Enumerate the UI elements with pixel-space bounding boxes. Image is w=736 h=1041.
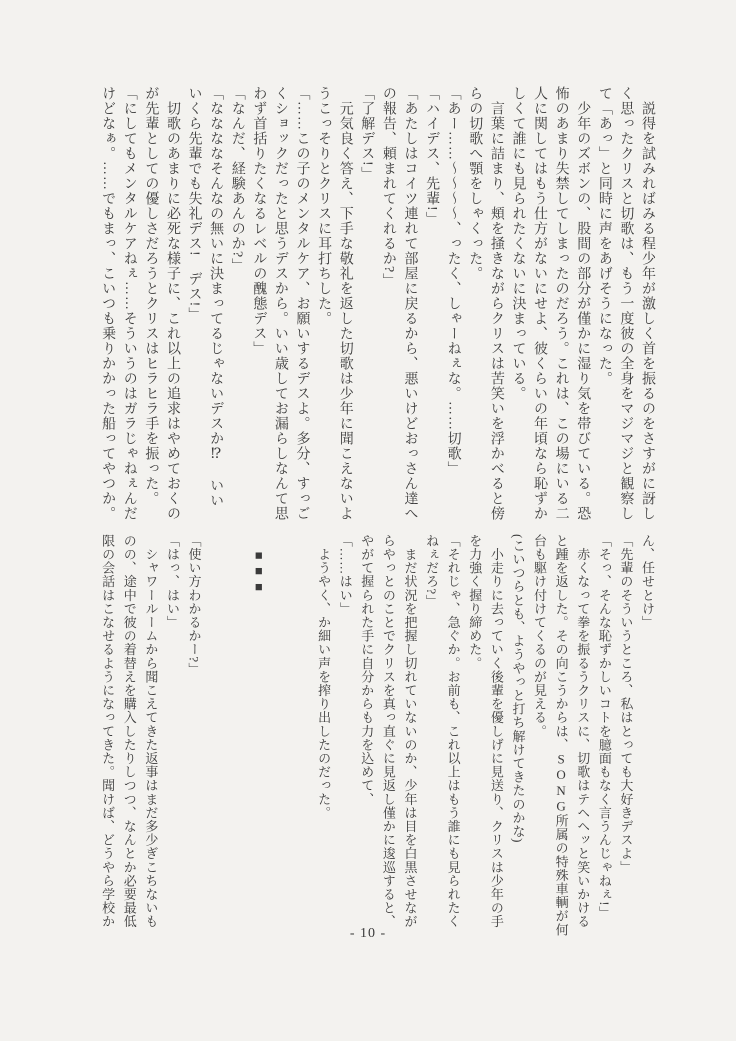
text-line: 「あたしはコイツ連れて部屋に戻るから、悪いけどおっさん達へ [402, 86, 418, 521]
text-line: ようやく、か細い声を搾り出したのだった。 [316, 534, 332, 820]
text-line: わず首括りたくなるレベルの醜態デス」 [251, 86, 267, 356]
text-line: 少年のズボンの、股間の部分が僅かに湿り気を帯びている。恐 [575, 86, 591, 521]
text-line: ん、任せとけ」 [640, 534, 655, 630]
text-line: くショックだったと思うデスから。いい歳してお漏らしなんて思 [272, 86, 288, 521]
text-line: く思ったクリスと切歌は、もう一度彼の全身をマジマジと観察し [618, 86, 634, 521]
text-line: て「あっ」と同時に声をあげそうになった。 [596, 86, 612, 386]
text-line: 「……この子のメンタルケア、お願いするデスよ。多分、すっご [294, 86, 310, 521]
text-line: らの切歌へ顎をしゃくった。 [467, 86, 483, 281]
text-line: シャワールームから聞こえてきた返事はまだ多少ぎこちないも [143, 534, 159, 929]
text-line: を力強く握り締めた。 [467, 534, 483, 670]
text-line: 「ハイデス、先輩!」 [424, 86, 440, 227]
text-line: 「それじゃ、急ぐか。お前も、これ以上はもう誰にも見られたく [445, 534, 461, 929]
text-line: いくら先輩でも失礼デス! デス!」 [186, 86, 202, 323]
vertical-text-block-upper [97, 86, 658, 531]
text-line: まだ状況を把握し切れていないのか、少年は目を白黒させなが [402, 534, 418, 929]
text-line: (こいつらとも、ようやっと打ち解けてきたのかな) [510, 534, 526, 844]
text-line: 説得を試みればみる程少年が激しく首を振るのをさすがに訝し [640, 86, 655, 521]
text-line: うこっそりとクリスに耳打ちした。 [316, 86, 332, 326]
text-line: やがて握られた手に自分からも力を込めて、 [359, 534, 375, 806]
text-line: が先輩としての優しさだろうとクリスはヒラヒラ手を振った。 [143, 86, 159, 506]
text-line: 「了解デス!」 [359, 86, 375, 182]
text-line: 言葉に詰まり、頬を掻きながらクリスは苦笑いを浮かべると傍 [488, 86, 504, 521]
text-line: 赤くなって拳を振るうクリスに、切歌はテヘヘッと笑いかける [575, 534, 591, 929]
text-line: しくて誰にも見られたくないに決まっている。 [510, 86, 526, 401]
text-line: 限の会話はこなせるようになってきた。聞けば、どうやら学校か [100, 534, 116, 929]
text-line: けどなぁ。……でもまっ、こいつも乗りかかった船ってやつか。 [100, 86, 116, 521]
text-line: らやっとのことでクリスを真っ直ぐに見返し僅かに逡巡すると、 [380, 534, 396, 929]
text-line: 「あー……〜〜〜〜、ったく、しゃーねぇな。……切歌」 [445, 86, 461, 476]
text-line: 人に関してはもう仕方がないにせよ、彼くらいの年頃なら恥ずか [532, 86, 548, 521]
text-line: 小走りに去っていく後輩を優しげに見送り、クリスは少年の手 [488, 534, 504, 929]
text-line: 「ななななそんなの無いに決まってるじゃないデスか⁉ いい [208, 86, 224, 508]
text-line: 「なんだ、経験あんのか?」 [229, 86, 245, 274]
text-line: ねぇだろ?」 [424, 534, 440, 609]
text-line: 「そっ、そんな恥ずかしいコトを臆面もなく言うんじゃねぇ!」 [596, 534, 612, 920]
text-line: 「はっ、はい」 [164, 534, 180, 630]
text-line: のの、途中で彼の着替えを購入したりしつつ、なんとか必要最低 [121, 534, 137, 929]
text-line [226, 534, 248, 934]
text-line [269, 534, 291, 934]
text-line: と踵を返した。その向こうからは、SONG所属の特殊車輌が何 [553, 534, 569, 937]
text-line: 怖のあまり失禁してしまったのだろう。これは、この場にいる二 [553, 86, 569, 521]
text-line [291, 534, 313, 934]
text-line: 台も駆け付けてくるのが見える。 [532, 534, 548, 738]
vertical-text-block-lower [97, 534, 658, 937]
text-line: の報告、頼まれてくれるか?」 [380, 86, 396, 289]
text-line: ■■■ [251, 534, 267, 595]
text-line [205, 534, 227, 934]
text-line: 「先輩のそういうところ、私はとっても大好きデスよ」 [618, 534, 634, 874]
text-line: 「……はい」 [337, 534, 353, 616]
text-line: 元気良く答え、下手な敬礼を返した切歌は少年に聞こえないよ [337, 86, 353, 521]
text-line: 切歌のあまりに必死な様子に、これ以上の追求はやめておくの [164, 86, 180, 521]
page-number: - 10 - [349, 926, 387, 941]
upright-latin-text: SONG [553, 751, 569, 815]
text-line: 「使い方わかるかー?」 [186, 534, 202, 677]
text-line: 「にしてもメンタルケアねぇ……そういうのはガラじゃねぇんだ [121, 86, 137, 521]
